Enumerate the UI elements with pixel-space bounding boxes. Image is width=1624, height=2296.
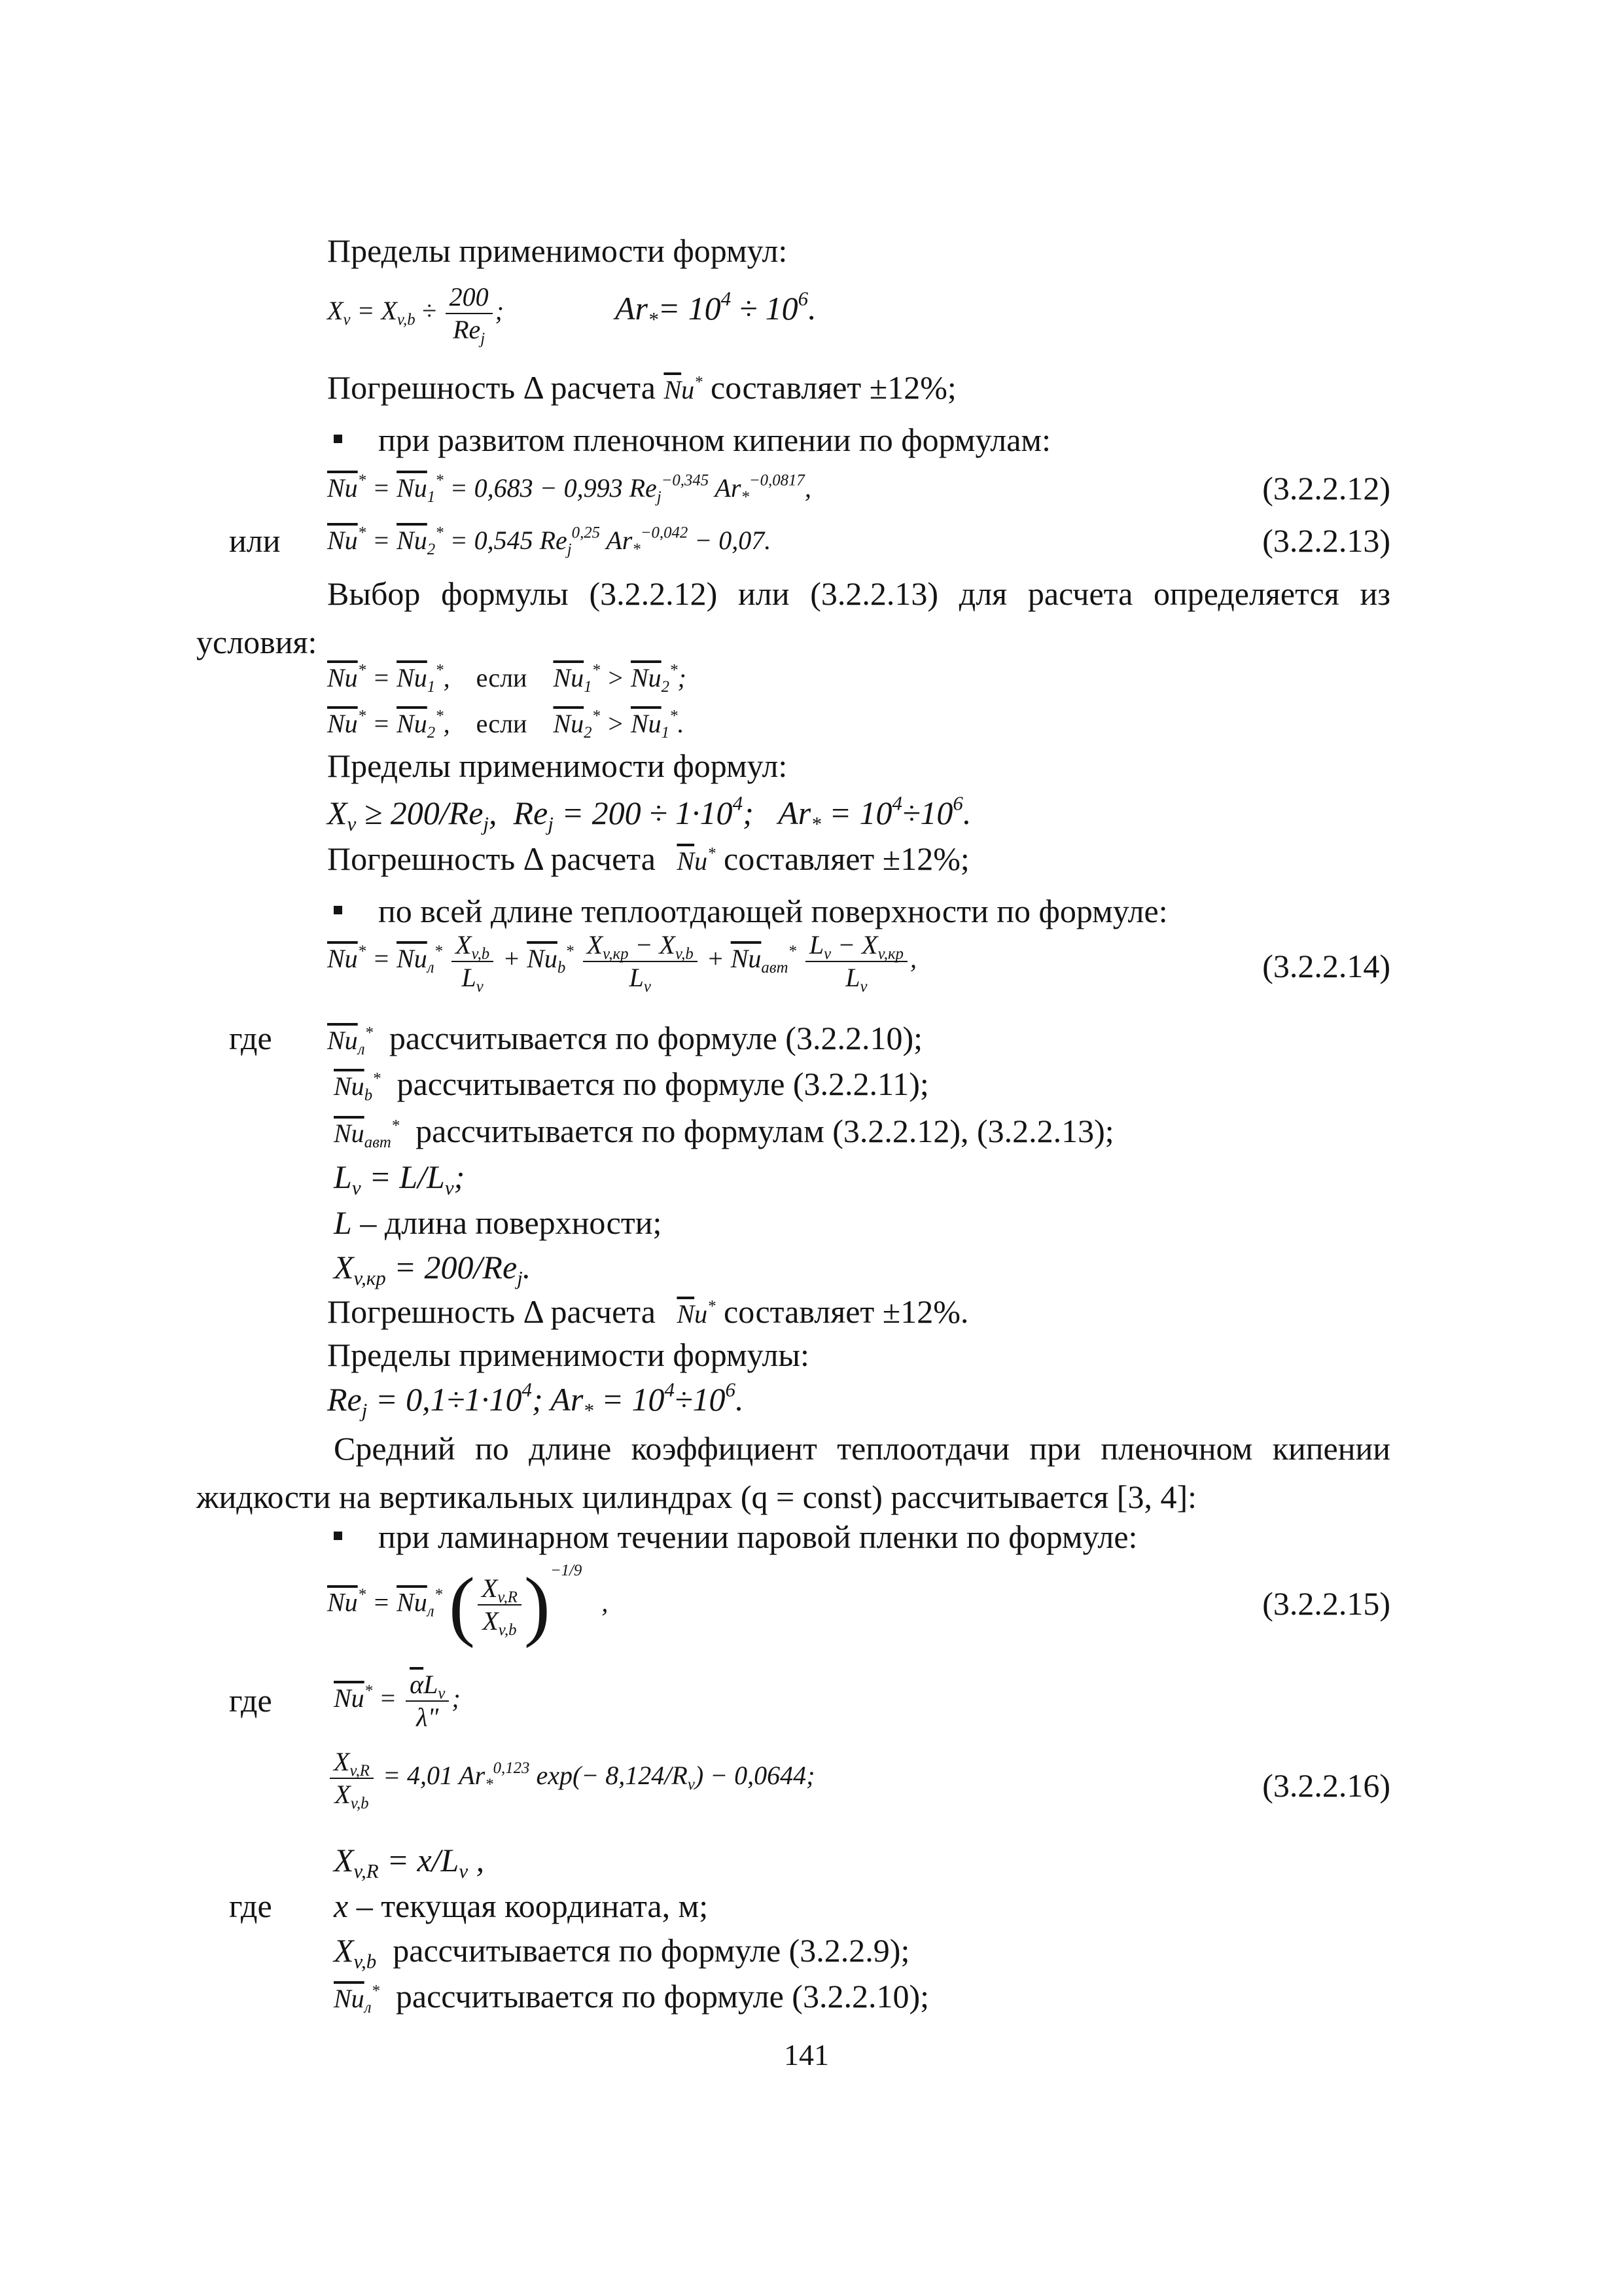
equation-number: (3.2.2.15) xyxy=(1262,1585,1390,1622)
where-label: где xyxy=(229,1020,272,1056)
where-item: $\overline{Nu}_л^*$ рассчитывается по формуле (3.2.2.10); xyxy=(327,1020,923,1058)
where-label: где xyxy=(229,1682,272,1719)
equation-number: (3.2.2.16) xyxy=(1262,1767,1390,1804)
where-label: где xyxy=(229,1888,272,1924)
paragraph: Средний по длине коэффициент теплоотдачи при пленочном кипении жидкости на вертикальных цилиндрах (q = const) рассчитывается [3, 4]: xyxy=(196,1430,1390,1515)
definition-nusselt: $\overline{Nu}^*$ = $\frac{\overline{\alpha}L_v}{\lambda"}$ ; xyxy=(334,1670,461,1732)
equation-3-2-2-16: $\frac{X_{v,R}}{X_{v,b}}$ = 4,01 $Ar_*^{0,123}$ $\exp(- 8,124/R_v) - 0,0644$; xyxy=(327,1746,815,1810)
where-item: $\overline{Nu}_л^*$ рассчитывается по формуле (3.2.2.10); xyxy=(334,1978,929,2017)
error-line-2: Погрешность Δ расчета $\overline{N}u^*$ составляет ±12%; xyxy=(327,840,970,877)
where-item: x – текущая координата, м; xyxy=(334,1888,709,1924)
equation-3-2-2-15: $\overline{Nu}^* = \overline{Nu}_л^*$ ( $\frac{X_{v,R}}{X_{v,b}}$ )$^{-1/9}$ , xyxy=(327,1561,609,1649)
bullet-item: по всей длине теплоотдающей поверхности по формуле: xyxy=(334,891,1168,931)
bullet-item: при ламинарном течении паровой пленки по формуле: xyxy=(334,1517,1137,1556)
bullet-marker xyxy=(334,435,342,443)
text-line: Пределы применимости формулы: xyxy=(327,1336,809,1373)
formula-limits-1: $X_v = X_{v,b}$ ÷ $\frac{200}{Re_j}$ ; $Ar_*= 10^4 \div 10^6$. xyxy=(327,282,817,348)
where-item: $X_{v,b}$ рассчитывается по формуле (3.2.2.9); xyxy=(334,1932,910,1973)
bullet-marker xyxy=(334,906,342,914)
equation-3-2-2-14: $\overline{Nu}^* = \overline{Nu}_л^*$ $\frac{X_{v,b}}{L_v}$ + $\overline{Nu}_b^*$ $\frac{X_{v,кр} - X_{v,b}}{L_v}$ + $\overline{Nu}_{авт}^*$ $\frac{L_v - X_{v,кр}}{L_v}$ , xyxy=(327,930,917,996)
equation-number: (3.2.2.14) xyxy=(1262,948,1390,984)
text-line: Пределы применимости формул: xyxy=(327,747,788,784)
equation-3-2-2-12: $\overline{Nu}^* = \overline{Nu}_1^* = 0,683 - 0,993$ $Re_j^{-0,345}$ $Ar_*^{-0,0817}$, xyxy=(327,471,811,506)
error-line-1: Погрешность Δ расчета $\overline{N}u^*$ составляет ±12%; xyxy=(327,369,957,406)
where-item: $L_v = L/L_v$; xyxy=(334,1158,465,1199)
definition-xvr: $X_{v,R} = x/L_v$ , xyxy=(334,1842,485,1882)
bullet-item: при развитом пленочном кипении по формулам: xyxy=(334,420,1051,459)
where-item: $\overline{Nu}_{авт}^*$ рассчитывается по формулам (3.2.2.12), (3.2.2.13); xyxy=(334,1113,1114,1151)
where-item: $\overline{Nu}_b^*$ рассчитывается по формуле (3.2.2.11); xyxy=(334,1066,929,1104)
equation-3-2-2-13: $\overline{Nu}^* = \overline{Nu}_2^* = 0,545$ $Re_j^{0,25}$ $Ar_*^{-0,042} - 0,07$. xyxy=(327,524,771,558)
paragraph: Выбор формулы (3.2.2.12) или (3.2.2.13) для расчета определяется из условия: xyxy=(196,575,1390,660)
bullet-marker xyxy=(334,1532,342,1540)
page-number: 141 xyxy=(784,2038,829,2072)
formula-limits-2: $X_v \ge 200/Re_j$, $Re_j = 200 \div 1\cdot 10^4$; $Ar_* = 10^4\div 10^6$. xyxy=(327,791,972,835)
or-label: или xyxy=(229,522,281,559)
where-item: L – длина поверхности; xyxy=(334,1204,662,1241)
condition-2: $\overline{Nu}^* = \overline{Nu}_2^*$, если $\overline{Nu}_2^* > \overline{Nu}_1^*$. xyxy=(327,707,684,742)
error-line-3: Погрешность Δ расчета $\overline{N}u^*$ составляет ±12%. xyxy=(327,1293,969,1330)
formula-limits-3: $Re_j = 0,1\div 1\cdot 10^4$; $Ar_* = 10^4\div 10^6$. xyxy=(327,1378,744,1422)
equation-number: (3.2.2.12) xyxy=(1262,470,1390,507)
equation-number: (3.2.2.13) xyxy=(1262,522,1390,559)
where-item: $X_{v,кр} = 200/Re_j$. xyxy=(334,1249,531,1289)
text-line: Пределы применимости формул: xyxy=(327,232,788,269)
condition-1: $\overline{Nu}^* = \overline{Nu}_1^*$, если $\overline{Nu}_1^* > \overline{Nu}_2^*$; xyxy=(327,661,686,696)
